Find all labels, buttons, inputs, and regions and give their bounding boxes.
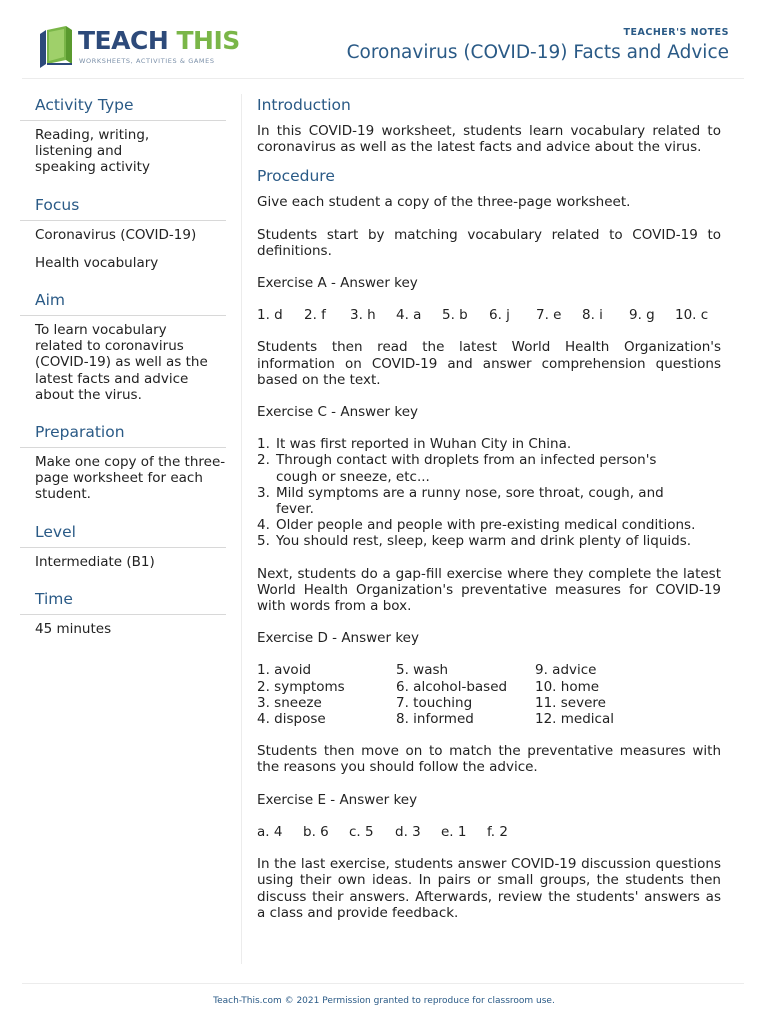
column-divider <box>241 94 242 964</box>
answer-item: 4. a <box>396 307 422 324</box>
preparation-text: Make one copy of the three-page worksheet for each student. <box>35 454 226 503</box>
preparation-section <box>20 421 226 503</box>
exercise-a-answers <box>257 307 721 323</box>
answer-item: 4. dispose <box>257 711 326 728</box>
procedure-paragraph: Students then read the latest World Health Organization's information on COVID-19 and answer comprehension questions based on the text. <box>257 339 721 388</box>
level-heading: Level <box>20 521 226 548</box>
answer-item: 5. b <box>442 307 468 324</box>
list-item: 5. You should rest, sleep, keep warm and drink plenty of liquids. <box>257 533 692 550</box>
answer-item: 7. touching <box>396 694 473 711</box>
focus-item: Health vocabulary <box>35 254 159 271</box>
introduction-heading: Introduction <box>257 96 351 114</box>
list-item: 3. Mild symptoms are a runny nose, sore throat, cough, and fever. <box>257 484 664 518</box>
answer-item: 1. d <box>257 307 283 324</box>
procedure-paragraph: Next, students do a gap-fill exercise where they complete the latest World Health Organization's preventative measures for COVID-19 with words from a box. <box>257 565 721 615</box>
answer-item: 2. f <box>304 307 326 324</box>
answer-item: 9. advice <box>535 662 597 679</box>
aim-section <box>20 289 226 403</box>
answer-item: 5. wash <box>396 662 449 679</box>
answer-item: 6. j <box>489 307 510 324</box>
page-header <box>0 0 768 80</box>
teach-this-logo[interactable] <box>36 24 240 70</box>
answer-item: 1. avoid <box>257 662 312 679</box>
book-icon <box>36 24 76 68</box>
answer-item: 8. informed <box>396 711 474 728</box>
list-item: 2. Through contact with droplets from an infected person's cough or sneeze, etc... <box>257 452 657 485</box>
logo-teach-text: TEACH <box>78 26 169 55</box>
teachers-notes-label: TEACHER'S NOTES <box>623 27 729 38</box>
preparation-heading: Preparation <box>20 421 226 448</box>
footer-copyright: Teach-This.com © 2021 Permission granted to reproduce for classroom use. <box>213 996 555 1006</box>
introduction-text: In this COVID-19 worksheet, students learn vocabulary related to coronavirus as well as the latest facts and advice about the virus. <box>257 123 721 156</box>
logo-this-text: THIS <box>176 26 240 55</box>
answer-item: 6. alcohol-based <box>396 678 508 695</box>
focus-item: Coronavirus (COVID-19) <box>35 226 197 243</box>
answer-item: 9. g <box>629 307 655 324</box>
procedure-paragraph: Give each student a copy of the three-page worksheet. <box>257 194 631 211</box>
document-title: Coronavirus (COVID-19) Facts and Advice <box>346 42 729 63</box>
answer-item: 10. home <box>535 678 600 695</box>
exercise-d-answers <box>257 662 721 727</box>
procedure-paragraph: In the last exercise, students answer COVID-19 discussion questions using their own ideas. In pairs or small groups, the students then discuss their answers. Afterwards, review the students' answers as a class and provide feedback. <box>257 856 721 921</box>
answer-item: 7. e <box>536 307 562 324</box>
answer-item: 2. symptoms <box>257 678 345 695</box>
exercise-d-label: Exercise D - Answer key <box>257 630 419 647</box>
header-divider <box>22 78 744 79</box>
exercise-a-label: Exercise A - Answer key <box>257 275 418 292</box>
answer-item: f. 2 <box>487 823 508 840</box>
time-text: 45 minutes <box>35 620 112 637</box>
footer-divider <box>22 983 744 984</box>
list-item: 4. Older people and people with pre-existing medical conditions. <box>257 517 696 534</box>
answer-item: 12. medical <box>535 711 614 728</box>
exercise-e-label: Exercise E - Answer key <box>257 791 418 808</box>
aim-text: To learn vocabulary related to coronavirus (COVID-19) as well as the latest facts and advice about the virus. <box>35 322 208 403</box>
activity-type-text: Reading, writing, listening and speaking activity <box>35 127 150 176</box>
procedure-heading: Procedure <box>257 167 335 186</box>
exercise-c-answers <box>257 436 721 549</box>
list-item: 1. It was first reported in Wuhan City in China. <box>257 436 572 453</box>
answer-item: 3. h <box>350 307 376 324</box>
answer-item: 8. i <box>582 307 603 324</box>
answer-item: b. 6 <box>303 823 329 840</box>
aim-heading: Aim <box>20 289 226 316</box>
answer-item: 10. c <box>675 307 709 324</box>
sidebar <box>20 94 226 655</box>
focus-section <box>20 194 226 271</box>
answer-item: d. 3 <box>395 823 421 840</box>
answer-item: e. 1 <box>441 823 467 840</box>
focus-heading: Focus <box>20 194 226 221</box>
answer-item: 3. sneeze <box>257 694 322 711</box>
procedure-paragraph: Students start by matching vocabulary related to COVID-19 to definitions. <box>257 226 721 259</box>
answer-item: a. 4 <box>257 823 283 840</box>
activity-type-heading: Activity Type <box>20 94 226 121</box>
time-section <box>20 588 226 637</box>
time-heading: Time <box>20 588 226 615</box>
logo-tagline: WORKSHEETS, ACTIVITIES & GAMES <box>79 57 215 65</box>
activity-type-section <box>20 94 226 176</box>
answer-item: 11. severe <box>535 694 606 711</box>
main-content <box>257 94 721 937</box>
level-section <box>20 521 226 570</box>
procedure-paragraph: Students then move on to match the preventative measures with the reasons you should follow the advice. <box>257 743 721 776</box>
logo-wordmark <box>78 26 240 56</box>
exercise-c-label: Exercise C - Answer key <box>257 404 418 421</box>
exercise-e-answers <box>257 824 721 840</box>
level-text: Intermediate (B1) <box>35 553 155 570</box>
answer-item: c. 5 <box>349 823 374 840</box>
